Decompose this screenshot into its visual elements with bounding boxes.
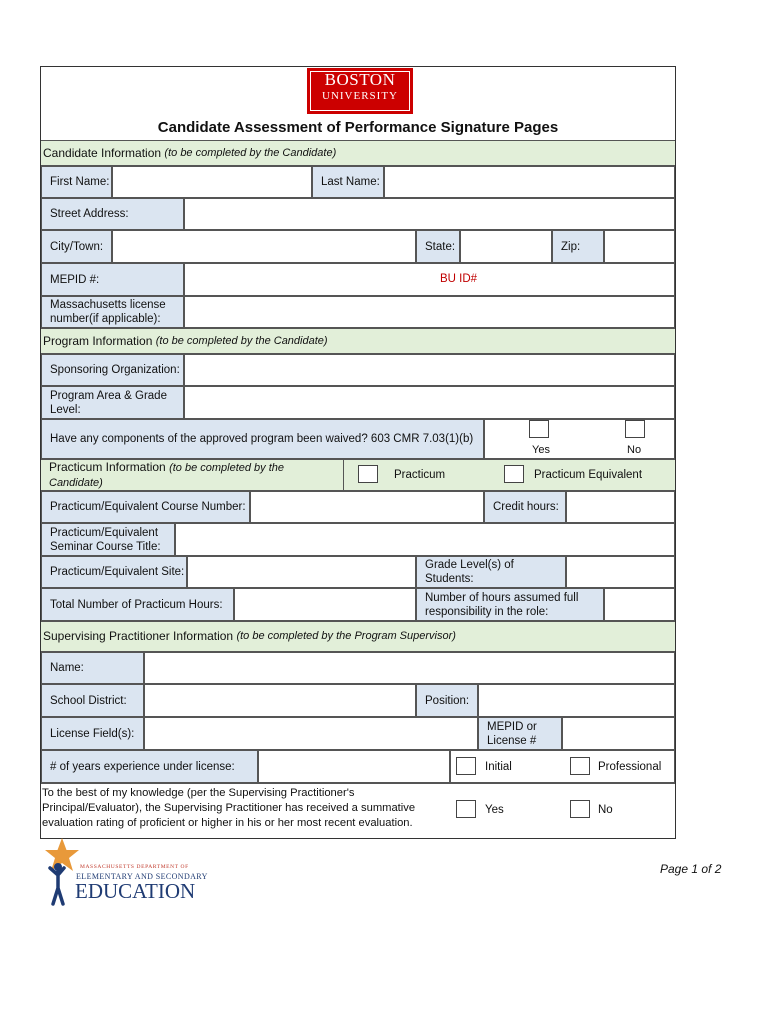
hours-assumed-field[interactable] [604,588,675,621]
practicum-site-field[interactable] [187,556,416,588]
position-field[interactable] [478,684,675,717]
practicum-checkbox[interactable] [358,465,378,483]
city-field[interactable] [112,230,416,263]
street-address-field[interactable] [184,198,675,230]
section-title: Supervising Practitioner Information [43,629,234,643]
hours-assumed-line2: responsibility in the role: [425,605,549,618]
last-name-field[interactable] [384,166,675,198]
sponsoring-organization-field[interactable] [184,354,675,386]
mepid-label: MEPID #: [41,263,184,296]
section-note-line2: Candidate) [49,476,103,489]
first-name-label: First Name: [41,166,112,198]
supervisor-name-field[interactable] [144,652,675,684]
hours-assumed-line1: Number of hours assumed full [425,591,579,604]
evaluation-no-checkbox[interactable] [570,800,590,818]
license-number-field[interactable] [184,296,675,328]
statement-line2: Principal/Evaluator), the Supervising Practitioner has received a summative [42,802,416,814]
bu-logo-line1: BOSTON [324,70,396,89]
section-title: Candidate Information [43,145,162,160]
grade-levels-label: Grade Level(s) of Students: [416,556,566,588]
professional-license-checkbox[interactable] [570,757,590,775]
hours-assumed-label [416,588,604,621]
license-label-line2: number(if applicable): [50,313,161,325]
years-experience-label: # of years experience under license: [41,750,258,783]
street-address-label: Street Address: [41,198,184,230]
waived-yes-label: Yes [532,444,550,456]
school-district-label: School District: [41,684,144,717]
waived-no-label: No [627,444,642,456]
total-hours-field[interactable] [234,588,416,621]
state-field[interactable] [460,230,552,263]
total-hours-label: Total Number of Practicum Hours: [41,588,234,621]
dese-logo-line1: MASSACHUSETTS DEPARTMENT OF [80,864,189,870]
supervisor-mepid-line2: License # [487,734,537,747]
program-area-line1: Program Area & Grade [50,389,167,402]
statement-line1: To the best of my knowledge (per the Supervising Practitioner's [42,787,355,799]
supervisor-name-label: Name: [41,652,144,684]
section-supervising-practitioner [41,621,675,652]
waived-yes-checkbox[interactable] [529,420,549,438]
section-note: (to be completed by the Program Supervisor) [236,630,456,642]
evaluation-no-label: No [598,804,613,816]
mepid-field[interactable] [184,263,675,296]
evaluation-yes-checkbox[interactable] [456,800,476,818]
seminar-title-field[interactable] [175,523,675,556]
program-waived-question: Have any components of the approved program been waived? 603 CMR 7.03(1)(b) [41,419,484,459]
position-label: Position: [416,684,478,717]
section-note: (to be completed by the Candidate) [155,334,328,347]
practicum-header-text [49,459,339,491]
section-title: Practicum Information [49,459,166,474]
initial-license-checkbox[interactable] [456,757,476,775]
dese-logo [42,838,212,908]
section-program-information [41,328,675,354]
bu-logo-line2: UNIVERSITY [322,90,398,102]
section-title: Program Information [43,333,153,348]
city-label: City/Town: [41,230,112,263]
section-note: (to be completed by the Candidate) [164,146,337,159]
course-number-field[interactable] [250,491,484,523]
section-candidate-information [41,140,675,166]
professional-license-label: Professional [598,761,662,773]
supervisor-mepid-line1: MEPID or [487,720,537,733]
years-experience-field[interactable] [258,750,450,783]
course-number-label: Practicum/Equivalent Course Number: [41,491,250,523]
supervisor-mepid-field[interactable] [562,717,675,750]
evaluation-yes-label: Yes [485,804,504,816]
license-label-line1: Massachusetts license [50,299,166,311]
zip-label: Zip: [552,230,604,263]
statement-line3: evaluation rating of proficient or higher in his or her most recent evaluation. [42,817,413,829]
bu-id-label: BU ID# [440,273,478,285]
program-area-label [41,386,184,419]
license-field-label: License Field(s): [41,717,144,750]
supervisor-mepid-label [478,717,562,750]
seminar-label-line2: Seminar Course Title: [50,540,161,553]
grade-levels-field[interactable] [566,556,675,588]
seminar-label-line1: Practicum/Equivalent [50,526,159,539]
zip-field[interactable] [604,230,675,263]
license-field-input[interactable] [144,717,478,750]
section-note: (to be completed by the [169,461,285,474]
seminar-title-label [41,523,175,556]
credit-hours-field[interactable] [566,491,675,523]
program-waived-options [484,419,675,459]
program-area-line2: Level: [50,403,81,416]
waived-no-checkbox[interactable] [625,420,645,438]
initial-license-label: Initial [485,761,512,773]
practicum-equivalent-checkbox[interactable] [504,465,524,483]
credit-hours-label: Credit hours: [484,491,566,523]
dese-logo-line2: ELEMENTARY AND SECONDARY [76,872,208,881]
sponsoring-organization-label: Sponsoring Organization: [41,354,184,386]
last-name-label: Last Name: [312,166,384,198]
evaluation-statement [42,786,447,831]
page-title: Candidate Assessment of Performance Signature Pages [157,119,559,136]
practicum-option-label: Practicum [394,469,446,481]
first-name-field[interactable] [112,166,312,198]
dese-logo-line3: EDUCATION [75,879,196,903]
practicum-site-label: Practicum/Equivalent Site: [41,556,187,588]
program-area-field[interactable] [184,386,675,419]
license-number-label [41,296,184,328]
page-number: Page 1 of 2 [660,862,722,876]
statement-divider [41,783,675,784]
state-label: State: [416,230,460,263]
practicum-divider [343,459,344,491]
school-district-field[interactable] [144,684,416,717]
practicum-equivalent-label: Practicum Equivalent [534,469,643,481]
